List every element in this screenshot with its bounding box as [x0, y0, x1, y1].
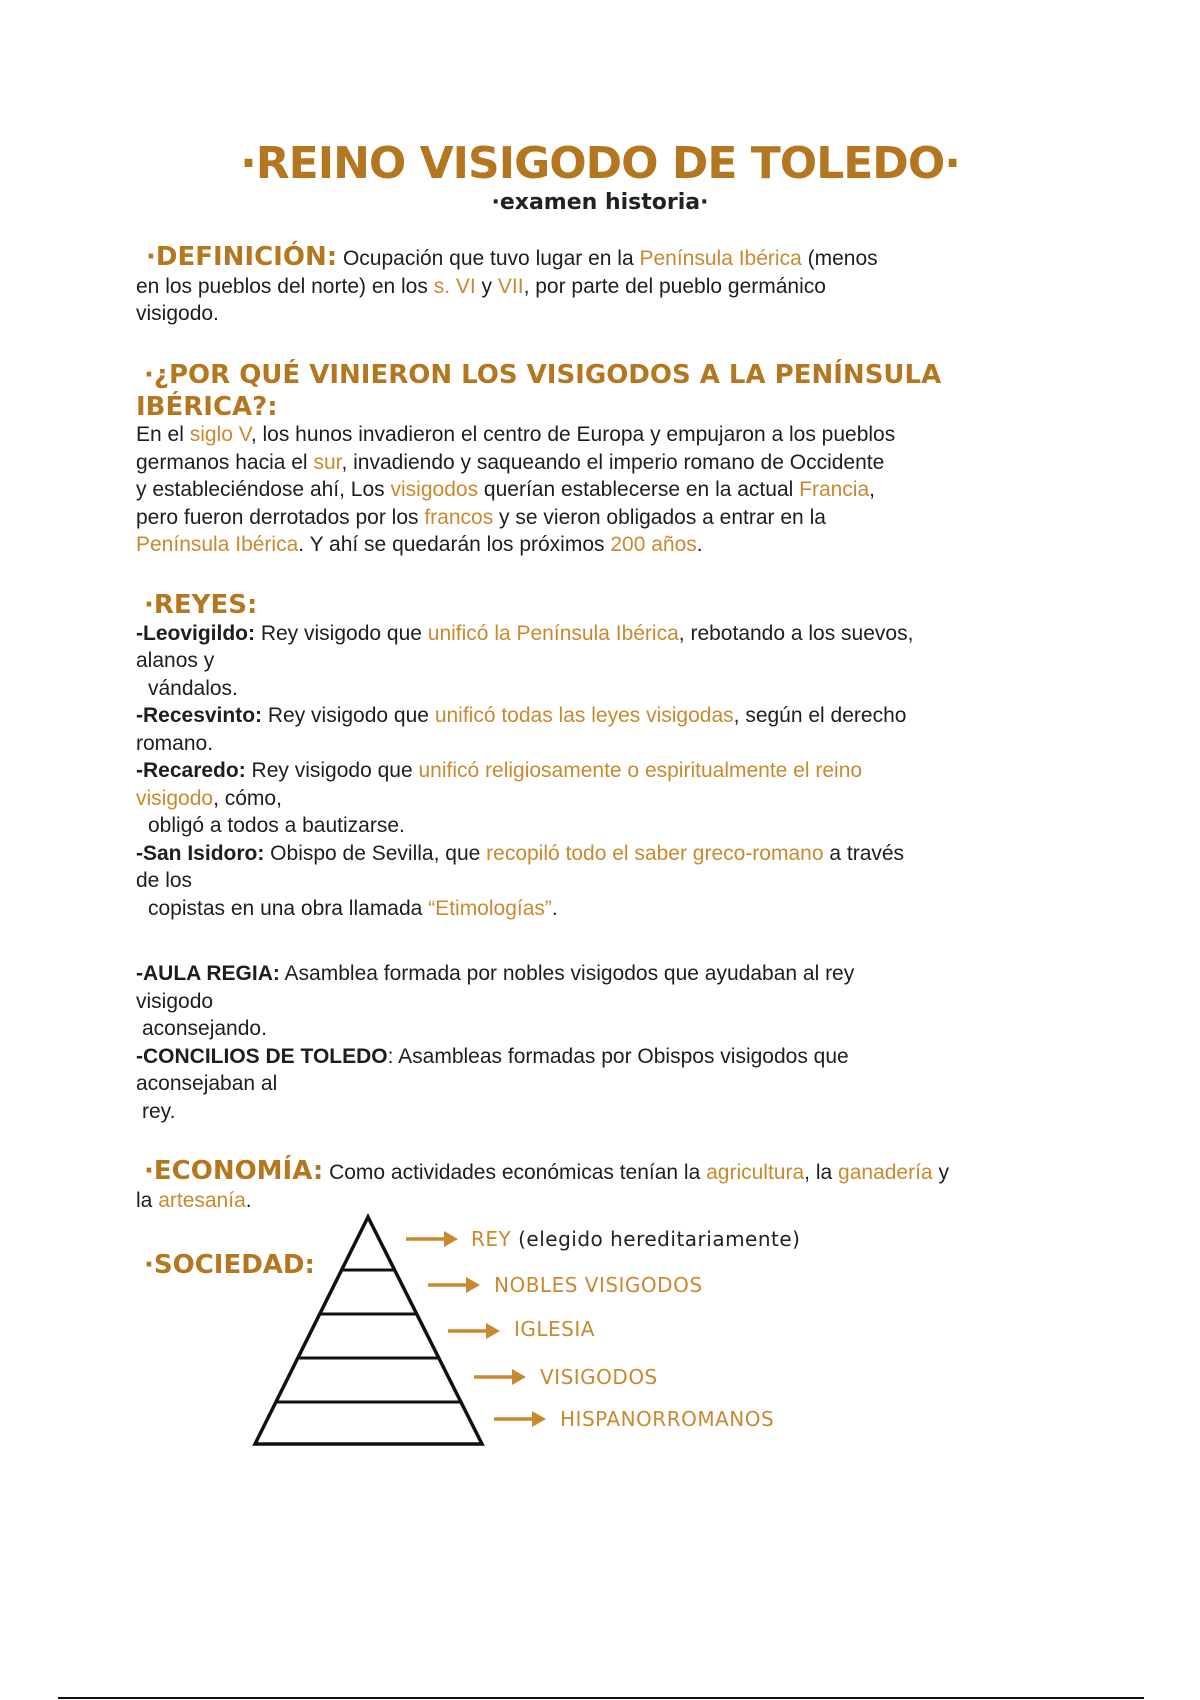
highlight: Península Ibérica: [136, 533, 299, 556]
highlight: “Etimologías”: [428, 896, 552, 920]
text: la: [136, 1188, 159, 1212]
text: , según el derecho: [733, 704, 907, 727]
arrow-icon: [404, 1228, 460, 1250]
san-isidoro-name: -San Isidoro:: [136, 841, 265, 865]
text: pero fueron derrotados por los: [136, 505, 425, 529]
level-label: REY: [471, 1227, 512, 1251]
text: Como actividades económicas tenían la: [323, 1161, 707, 1184]
level-note: (elegido hereditariamente): [511, 1227, 801, 1251]
text: y se vieron obligados a entrar en la: [493, 505, 826, 529]
reyes-section: [136, 592, 1056, 922]
highlight: agricultura: [706, 1161, 805, 1184]
highlight: ganadería: [838, 1161, 933, 1184]
level-nobles: NOBLES VISIGODOS: [494, 1273, 703, 1297]
text: :: [387, 1044, 394, 1068]
highlight: 200 años: [610, 533, 697, 556]
highlight: artesanía: [158, 1188, 246, 1212]
text: aconsejaban al: [136, 1072, 278, 1095]
level-iglesia: IGLESIA: [514, 1317, 595, 1341]
text: y estableciéndose ahí, Los: [136, 478, 391, 501]
text: , la: [804, 1161, 839, 1184]
text: visigodo.: [136, 302, 219, 325]
text: , invadiendo y saqueando el imperio romano de Occidente: [341, 450, 885, 474]
arrow-icon: [426, 1274, 482, 1296]
reyes-heading: ·REYES:: [144, 590, 258, 620]
text: En el: [136, 423, 190, 446]
text: . Y ahí se quedarán los próximos: [298, 533, 611, 556]
definicion-section: [136, 242, 1066, 328]
highlight: sur: [313, 450, 342, 474]
text: Rey visigodo que: [262, 704, 435, 727]
text: germanos hacia el: [136, 450, 314, 474]
highlight: unificó religiosamente o espiritualmente el reino: [418, 759, 863, 782]
highlight: recopiló todo el saber greco-romano: [486, 841, 824, 865]
text: rey.: [142, 1099, 176, 1123]
text: y: [932, 1161, 949, 1184]
highlight: Francia: [799, 478, 870, 501]
text: visigodo: [136, 989, 214, 1013]
economia-heading: ·ECONOMÍA:: [144, 1156, 324, 1186]
page-title: ·REINO VISIGODO DE TOLEDO·: [240, 138, 960, 189]
economia-section: [136, 1158, 1056, 1214]
concilios-name: -CONCILIOS DE TOLEDO: [136, 1044, 388, 1068]
text: .: [551, 896, 558, 920]
text: obligó a todos a bautizarse.: [148, 814, 405, 837]
highlight: francos: [424, 505, 494, 529]
text: ,: [869, 478, 875, 501]
text: (menos: [801, 247, 878, 270]
text: y: [475, 274, 498, 298]
text: Rey visigodo que: [245, 759, 419, 782]
text: .: [696, 533, 703, 556]
text: a través: [823, 841, 905, 865]
text: , por parte del pueblo germánico: [523, 274, 826, 298]
text: Asambleas formadas por Obispos visigodos que: [393, 1044, 849, 1068]
leovigildo-name: -Leovigildo:: [136, 621, 255, 645]
text: Ocupación que tuvo lugar en la: [337, 247, 640, 270]
text: romano.: [136, 731, 214, 755]
highlight: VII: [497, 274, 524, 298]
highlight: visigodo: [136, 786, 214, 810]
text: .: [245, 1188, 252, 1212]
text: Asamblea formada por nobles visigodos que ayudaban al rey: [279, 962, 855, 985]
aula-regia-name: -AULA REGIA:: [136, 962, 280, 985]
highlight: unificó todas las leyes visigodas: [434, 704, 734, 727]
text: , los hunos invadieron el centro de Europa y empujaron a los pueblos: [250, 423, 896, 446]
porque-section: [136, 362, 1056, 559]
highlight: Península Ibérica: [639, 247, 802, 270]
highlight: unificó la Península Ibérica: [427, 621, 679, 645]
text: Obispo de Sevilla, que: [264, 841, 487, 865]
definicion-heading: ·DEFINICIÓN:: [146, 242, 338, 272]
level-hispanorromanos: HISPANORROMANOS: [560, 1407, 775, 1431]
level-rey: [471, 1227, 800, 1251]
instituciones-section: [136, 960, 1056, 1125]
text: copistas en una obra llamada: [148, 896, 429, 920]
text: , cómo,: [213, 786, 282, 810]
text: querían establecerse en la actual: [478, 478, 800, 501]
arrow-icon: [492, 1408, 548, 1430]
text: Rey visigodo que: [255, 621, 428, 645]
bottom-divider: [58, 1697, 1144, 1699]
page-subtitle: ·examen historia·: [491, 190, 709, 215]
porque-heading: ·¿POR QUÉ VINIERON LOS VISIGODOS A LA PENÍNSULA: [144, 360, 942, 390]
text: , rebotando a los suevos,: [678, 621, 914, 645]
porque-heading-2: IBÉRICA?:: [136, 391, 278, 422]
text: de los: [136, 869, 193, 892]
recesvinto-name: -Recesvinto:: [136, 704, 263, 727]
highlight: s. VI: [433, 274, 476, 298]
arrow-icon: [446, 1320, 502, 1342]
sociedad-heading: ·SOCIEDAD:: [144, 1250, 315, 1280]
level-visigodos: VISIGODOS: [540, 1365, 658, 1389]
text: alanos y: [136, 649, 215, 672]
highlight: visigodos: [390, 478, 479, 501]
text: vándalos.: [148, 676, 238, 700]
text: aconsejando.: [142, 1017, 267, 1040]
text: en los pueblos del norte) en los: [136, 274, 434, 298]
arrow-icon: [472, 1366, 528, 1388]
highlight: siglo V: [189, 423, 251, 446]
recaredo-name: -Recaredo:: [136, 759, 246, 782]
